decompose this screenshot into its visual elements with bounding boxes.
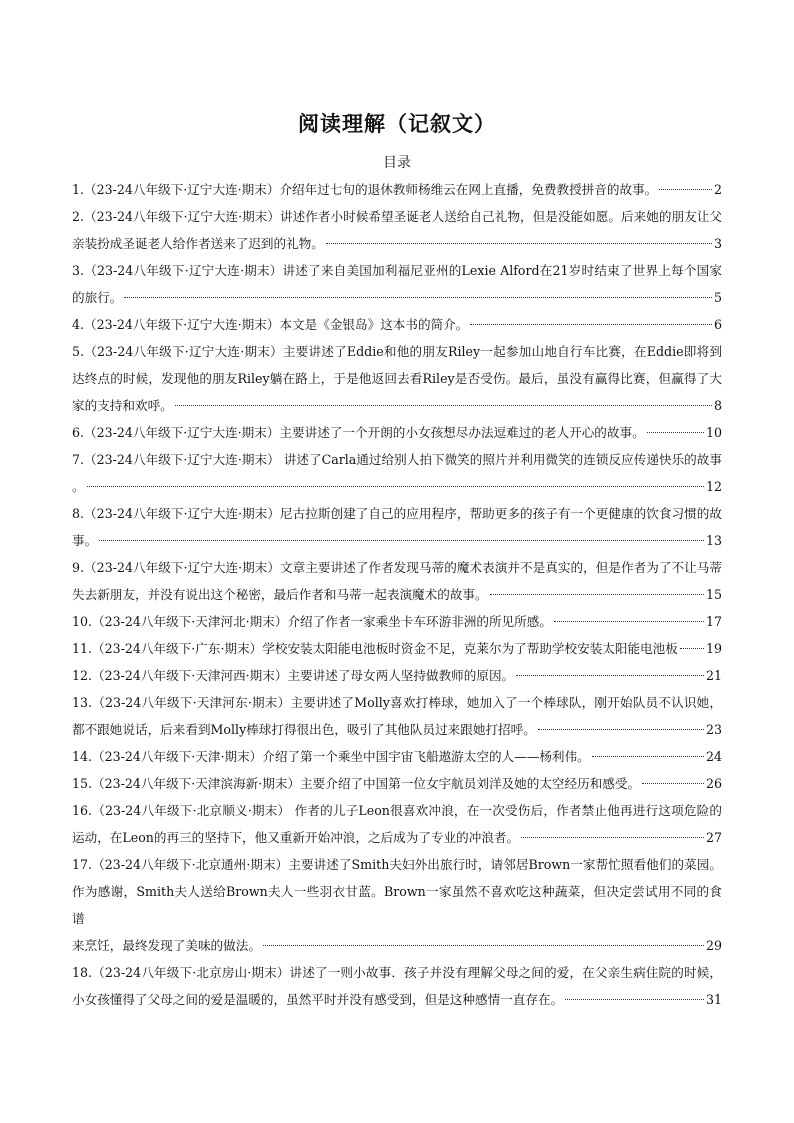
toc-page-number: 24: [705, 749, 722, 764]
toc-entry-text-block: 17.（23-24八年级下·北京通州·期末）主要讲述了Smith夫妇外出旅行时，请邻居Brown一家帮忙照看他们的菜园。作为感谢，Smith夫人送给Brown夫人一些羽衣甘蓝。Brown一家虽然不喜欢吃这种蔬菜，但决定尝试用不同的食谱: [72, 857, 722, 926]
dot-leader: [87, 486, 704, 487]
toc-entry[interactable]: [72, 770, 722, 797]
toc-entry-text-block: 3.（23-24八年级下·辽宁大连·期末）讲述了来自美国加利福尼亚州的Lexie Alford在21岁时结束了世界上每个国家: [72, 263, 722, 278]
toc-entry-line: [72, 284, 722, 311]
toc-page-number: 19: [705, 641, 722, 656]
toc-entry-line: [72, 311, 722, 338]
toc-entry-line: [72, 716, 722, 743]
toc-entry-text: 15.（23-24八年级下·天津滨海新·期末）主要介绍了中国第一位女宇航员刘洋及她的太空经历和感受。: [72, 776, 641, 791]
toc-entry-text-block: 7.（23-24八年级下·辽宁大连·期末） 讲述了Carla通过给别人拍下微笑的照片并利用微笑的连锁反应传递快乐的故事: [72, 452, 722, 467]
toc-entry-line: [72, 392, 722, 419]
toc-entry-text: 11.（23-24八年级下·广东·期末）学校安装太阳能电池板时资金不足，克莱尔为了帮助学校安装太阳能电池板: [72, 641, 678, 656]
toc-entry-text: 。: [72, 479, 85, 494]
dot-leader: [659, 189, 712, 190]
toc-entry-text-block: 13.（23-24八年级下·天津河东·期末）主要讲述了Molly喜欢打棒球，她加入了一个棒球队，刚开始队员不认识她，: [72, 695, 722, 710]
dot-leader: [326, 243, 712, 244]
dot-leader: [554, 621, 704, 622]
toc-entry-text: 12.（23-24八年级下·天津河西·期末）主要讲述了母女两人坚持做教师的原因。: [72, 668, 515, 683]
toc-entry[interactable]: [72, 500, 722, 554]
toc-entry-line: [72, 419, 722, 446]
dot-leader: [642, 783, 704, 784]
dot-leader: [680, 648, 704, 649]
dot-leader: [124, 297, 712, 298]
toc-entry[interactable]: [72, 689, 722, 743]
toc-heading: 目录: [383, 155, 411, 171]
toc-entry-text: 4.（23-24八年级下·辽宁大连·期末）本文是《金银岛》这本书的简介。: [72, 317, 469, 332]
toc-page-number: 12: [705, 479, 722, 494]
toc-entry-line: [72, 662, 722, 689]
toc-page-number: 26: [705, 776, 722, 791]
toc-entry-line: [72, 581, 722, 608]
dot-leader: [521, 837, 704, 838]
toc-page-number: 6: [713, 317, 722, 332]
toc-entry-text: 的旅行。: [72, 290, 123, 305]
toc-entry[interactable]: [72, 176, 722, 203]
toc-entry-text-block: 5.（23-24八年级下·辽宁大连·期末）主要讲述了Eddie和他的朋友Riley一起参加山地自行车比赛，在Eddie即将到达终点的时候，发现他的朋友Riley躺在路上，于是他返回去看Riley是否受伤。最后，虽没有赢得比赛，但赢得了大: [72, 344, 722, 386]
toc-entry[interactable]: [72, 419, 722, 446]
toc-page-number: 13: [705, 533, 722, 548]
toc-entry-line: [72, 932, 722, 959]
toc-entry-text: 1.（23-24八年级下·辽宁大连·期末）介绍年过七旬的退休教师杨维云在网上直播，免费教授拼音的故事。: [72, 182, 658, 197]
toc-entry-text-block: 18.（23-24八年级下·北京房山·期末）讲述了一则小故事．孩子并没有理解父母之间的爱，在父亲生病住院的时候，: [72, 965, 722, 980]
dot-leader: [490, 594, 704, 595]
table-of-contents: [72, 176, 722, 1013]
toc-entry-line: [72, 527, 722, 554]
dot-leader: [99, 540, 704, 541]
toc-entry[interactable]: [72, 635, 722, 662]
toc-page-number: 15: [705, 587, 722, 602]
toc-entry-text: 14.（23-24八年级下·天津·期末）介绍了第一个乘坐中国宇宙飞船遨游太空的人——杨利伟。: [72, 749, 590, 764]
toc-page-number: 29: [705, 938, 722, 953]
toc-entry[interactable]: [72, 608, 722, 635]
toc-entry-line: [72, 743, 722, 770]
toc-entry[interactable]: [72, 554, 722, 608]
toc-entry-text: 家的支持和欢呼。: [72, 398, 173, 413]
toc-entry-text: 来烹饪，最终发现了美味的做法。: [72, 938, 261, 953]
dot-leader: [647, 432, 704, 433]
toc-entry[interactable]: [72, 743, 722, 770]
toc-page-number: 10: [705, 425, 722, 440]
toc-entry[interactable]: [72, 851, 722, 959]
toc-entry-text-block: 2.（23-24八年级下·辽宁大连·期末）讲述作者小时候希望圣诞老人送给自己礼物，但是没能如愿。后来她的朋友让父: [72, 209, 722, 224]
toc-entry-line: [72, 473, 722, 500]
toc-entry-line: [72, 176, 722, 203]
document-title: 阅读理解（记叙文）: [298, 111, 496, 136]
toc-entry-text-block: 9.（23-24八年级下·辽宁大连·期末）文章主要讲述了作者发现马蒂的魔术表演并不是真实的，但是作者为了不让马蒂: [72, 560, 722, 575]
dot-leader: [263, 945, 704, 946]
toc-entry-line: [72, 986, 722, 1013]
toc-page-number: 8: [713, 398, 722, 413]
dot-leader: [565, 999, 704, 1000]
toc-page-number: 5: [713, 290, 722, 305]
toc-entry[interactable]: [72, 959, 722, 1013]
dot-leader: [175, 405, 712, 406]
toc-entry-text: 亲装扮成圣诞老人给作者送来了迟到的礼物。: [72, 236, 324, 251]
toc-entry[interactable]: [72, 257, 722, 311]
toc-page-number: 23: [705, 722, 722, 737]
toc-entry[interactable]: [72, 662, 722, 689]
toc-page-number: 17: [705, 614, 722, 629]
toc-entry-text: 事。: [72, 533, 98, 548]
toc-page-number: 3: [713, 236, 722, 251]
toc-page-number: 21: [705, 668, 722, 683]
toc-entry-line: [72, 608, 722, 635]
toc-entry-line: [72, 824, 722, 851]
toc-entry-text: 运动，在Leon的再三的坚持下，他又重新开始冲浪，之后成为了专业的冲浪者。: [72, 830, 520, 845]
dot-leader: [470, 324, 712, 325]
toc-entry[interactable]: [72, 446, 722, 500]
toc-entry[interactable]: [72, 797, 722, 851]
toc-entry-text-block: 16.（23-24八年级下·北京顺义·期末） 作者的儿子Leon很喜欢冲浪，在一次受伤后，作者禁止他再进行这项危险的: [72, 803, 722, 818]
toc-entry-line: [72, 770, 722, 797]
toc-page-number: 27: [705, 830, 722, 845]
toc-entry[interactable]: [72, 311, 722, 338]
dot-leader: [516, 675, 704, 676]
toc-entry-text: 10.（23-24八年级下·天津河北·期末）介绍了作者一家乘坐卡车环游非洲的所见所感。: [72, 614, 552, 629]
toc-entry-text: 6.（23-24八年级下·辽宁大连·期末）主要讲述了一个开朗的小女孩想尽办法逗难过的老人开心的故事。: [72, 425, 645, 440]
toc-entry-text: 小女孩懂得了父母之间的爱是温暖的，虽然平时并没有感受到，但是这种感情一直存在。: [72, 992, 564, 1007]
toc-page-number: 31: [705, 992, 722, 1007]
toc-entry[interactable]: [72, 203, 722, 257]
toc-entry-line: [72, 230, 722, 257]
toc-entry-text: 失去新朋友，并没有说出这个秘密，最后作者和马蒂一起表演魔术的故事。: [72, 587, 488, 602]
toc-entry-text-block: 8.（23-24八年级下·辽宁大连·期末）尼古拉斯创建了自己的应用程序，帮助更多的孩子有一个更健康的饮食习惯的故: [72, 506, 722, 521]
dot-leader: [538, 729, 704, 730]
toc-entry-text: 都不跟她说话，后来看到Molly棒球打得很出色，吸引了其他队员过来跟她打招呼。: [72, 722, 536, 737]
toc-entry-line: [72, 635, 722, 662]
dot-leader: [592, 756, 704, 757]
toc-page-number: 2: [713, 182, 722, 197]
toc-entry[interactable]: [72, 338, 722, 419]
